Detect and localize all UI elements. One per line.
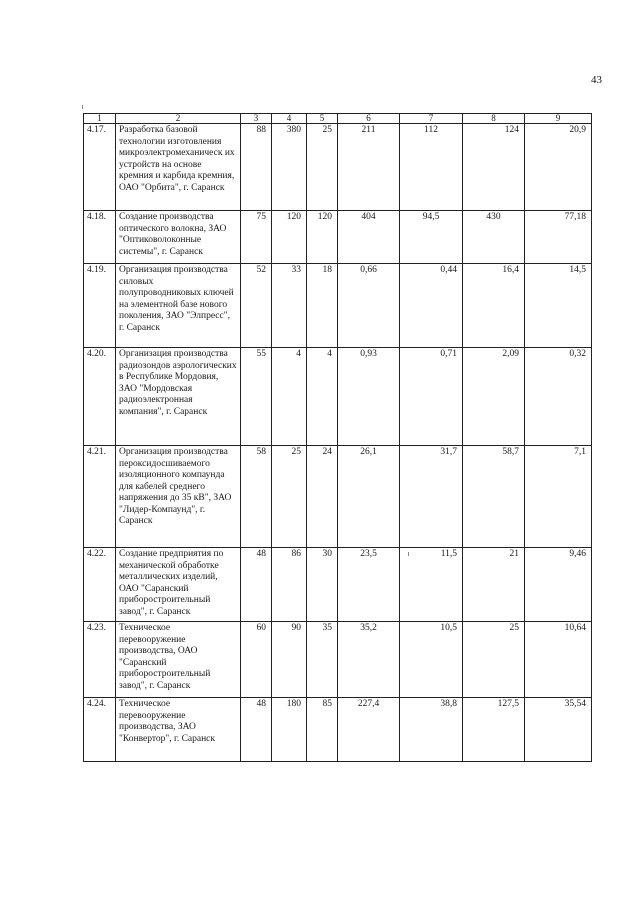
table-row — [84, 446, 592, 548]
row-number: 4.19. — [84, 264, 116, 348]
value-col-6: 0,93 — [338, 348, 400, 446]
value-col-4: 90 — [272, 622, 307, 698]
col-header-5: 5 — [307, 114, 338, 124]
value-col-9: 14,5 — [525, 264, 592, 348]
value-col-9: 77,18 — [525, 211, 592, 264]
table-row — [84, 348, 592, 446]
value-col-7: 31,7 — [400, 446, 463, 548]
col-header-1: 1 — [84, 114, 116, 124]
project-name: Техническое перевооружение производства, ЗАО "Конвертор", г. Саранск — [116, 698, 241, 762]
project-name: Создание производства оптического волокна, ЗАО "Оптиковолоконные системы", г. Саранск — [116, 211, 241, 264]
value-col-8: 430 — [463, 211, 525, 264]
table-row — [84, 124, 592, 211]
value-col-8: 127,5 — [463, 698, 525, 762]
value-col-5: 24 — [307, 446, 338, 548]
value-col-3: 75 — [241, 211, 272, 264]
row-number: 4.22. — [84, 548, 116, 622]
value-col-4: 120 — [272, 211, 307, 264]
value-col-5: 120 — [307, 211, 338, 264]
table-row — [84, 264, 592, 348]
value-col-7: 38,8 — [400, 698, 463, 762]
col-header-7: 7 — [400, 114, 463, 124]
value-col-7: 0,44 — [400, 264, 463, 348]
value-col-5: 30 — [307, 548, 338, 622]
value-col-8: 16,4 — [463, 264, 525, 348]
col-header-6: 6 — [338, 114, 400, 124]
row-number: 4.20. — [84, 348, 116, 446]
col-header-8: 8 — [463, 114, 525, 124]
value-col-5: 25 — [307, 124, 338, 211]
value-col-6: 404 — [338, 211, 400, 264]
value-col-3: 58 — [241, 446, 272, 548]
value-col-9: 35,54 — [525, 698, 592, 762]
value-col-3: 88 — [241, 124, 272, 211]
value-col-8: 25 — [463, 622, 525, 698]
value-col-4: 33 — [272, 264, 307, 348]
value-col-3: 48 — [241, 548, 272, 622]
row-number: 4.24. — [84, 698, 116, 762]
value-col-9: 7,1 — [525, 446, 592, 548]
value-col-3: 48 — [241, 698, 272, 762]
value-col-5: 4 — [307, 348, 338, 446]
project-name: Создание предприятия по механической обработке металлических изделий, ОАО "Саранский приборостроительный завод", г. Саранск — [116, 548, 241, 622]
value-col-3: 60 — [241, 622, 272, 698]
value-col-6: 0,66 — [338, 264, 400, 348]
value-col-8: 21 — [463, 548, 525, 622]
value-col-6: 35,2 — [338, 622, 400, 698]
project-name: Организация производства радиозондов аэрологических в Республике Мордовия, ЗАО "Мордовская радиоэлектронная компания", г. Саранск — [116, 348, 241, 446]
value-col-4: 25 — [272, 446, 307, 548]
col-header-3: 3 — [241, 114, 272, 124]
page-number: 43 — [591, 74, 602, 86]
col-header-4: 4 — [272, 114, 307, 124]
value-col-9: 20,9 — [525, 124, 592, 211]
value-col-5: 35 — [307, 622, 338, 698]
value-col-7: 94,5 — [400, 211, 463, 264]
value-col-4: 4 — [272, 348, 307, 446]
value-col-9: 0,32 — [525, 348, 592, 446]
row-number: 4.23. — [84, 622, 116, 698]
scan-mark — [82, 105, 83, 109]
data-table — [83, 113, 592, 762]
value-col-5: 18 — [307, 264, 338, 348]
value-col-8: 124 — [463, 124, 525, 211]
value-col-9: 10,64 — [525, 622, 592, 698]
value-col-7: 10,5 — [400, 622, 463, 698]
value-col-5: 85 — [307, 698, 338, 762]
value-col-3: 55 — [241, 348, 272, 446]
row-number: 4.21. — [84, 446, 116, 548]
value-col-4: 380 — [272, 124, 307, 211]
col-header-2: 2 — [116, 114, 241, 124]
value-col-4: 180 — [272, 698, 307, 762]
project-name: Организация производства пероксидосшиваемого изоляционного компаунда для кабелей среднего напряжения до 35 кВ", ЗАО "Лидер-Компаунд", г. Саранск — [116, 446, 241, 548]
row-number: 4.17. — [84, 124, 116, 211]
row-number: 4.18. — [84, 211, 116, 264]
value-col-7: 11,5 — [400, 548, 463, 622]
project-name: Техническое перевооружение производства, ОАО "Саранский приборостроительный завод", г. Саранск — [116, 622, 241, 698]
value-col-3: 52 — [241, 264, 272, 348]
table-row — [84, 622, 592, 698]
project-name: Разработка базовой технологии изготовления микроэлектромеханическ их устройств на основе кремния и карбида кремния, ОАО "Орбита", г. Саранск — [116, 124, 241, 211]
value-col-9: 9,46 — [525, 548, 592, 622]
value-col-4: 86 — [272, 548, 307, 622]
value-col-6: 227,4 — [338, 698, 400, 762]
value-col-6: 26,1 — [338, 446, 400, 548]
project-name: Организация производства силовых полупроводниковых ключей на элементной базе нового поколения, ЗАО "Элпресс", г. Саранск — [116, 264, 241, 348]
value-col-7: 112 — [400, 124, 463, 211]
col-header-9: 9 — [525, 114, 592, 124]
value-col-7: 0,71 — [400, 348, 463, 446]
table-row — [84, 548, 592, 622]
scan-mark — [408, 552, 409, 556]
header-row — [84, 114, 592, 124]
table-body — [84, 124, 592, 762]
value-col-6: 211 — [338, 124, 400, 211]
value-col-6: 23,5 — [338, 548, 400, 622]
table-row — [84, 211, 592, 264]
value-col-8: 2,09 — [463, 348, 525, 446]
value-col-8: 58,7 — [463, 446, 525, 548]
table-row — [84, 698, 592, 762]
